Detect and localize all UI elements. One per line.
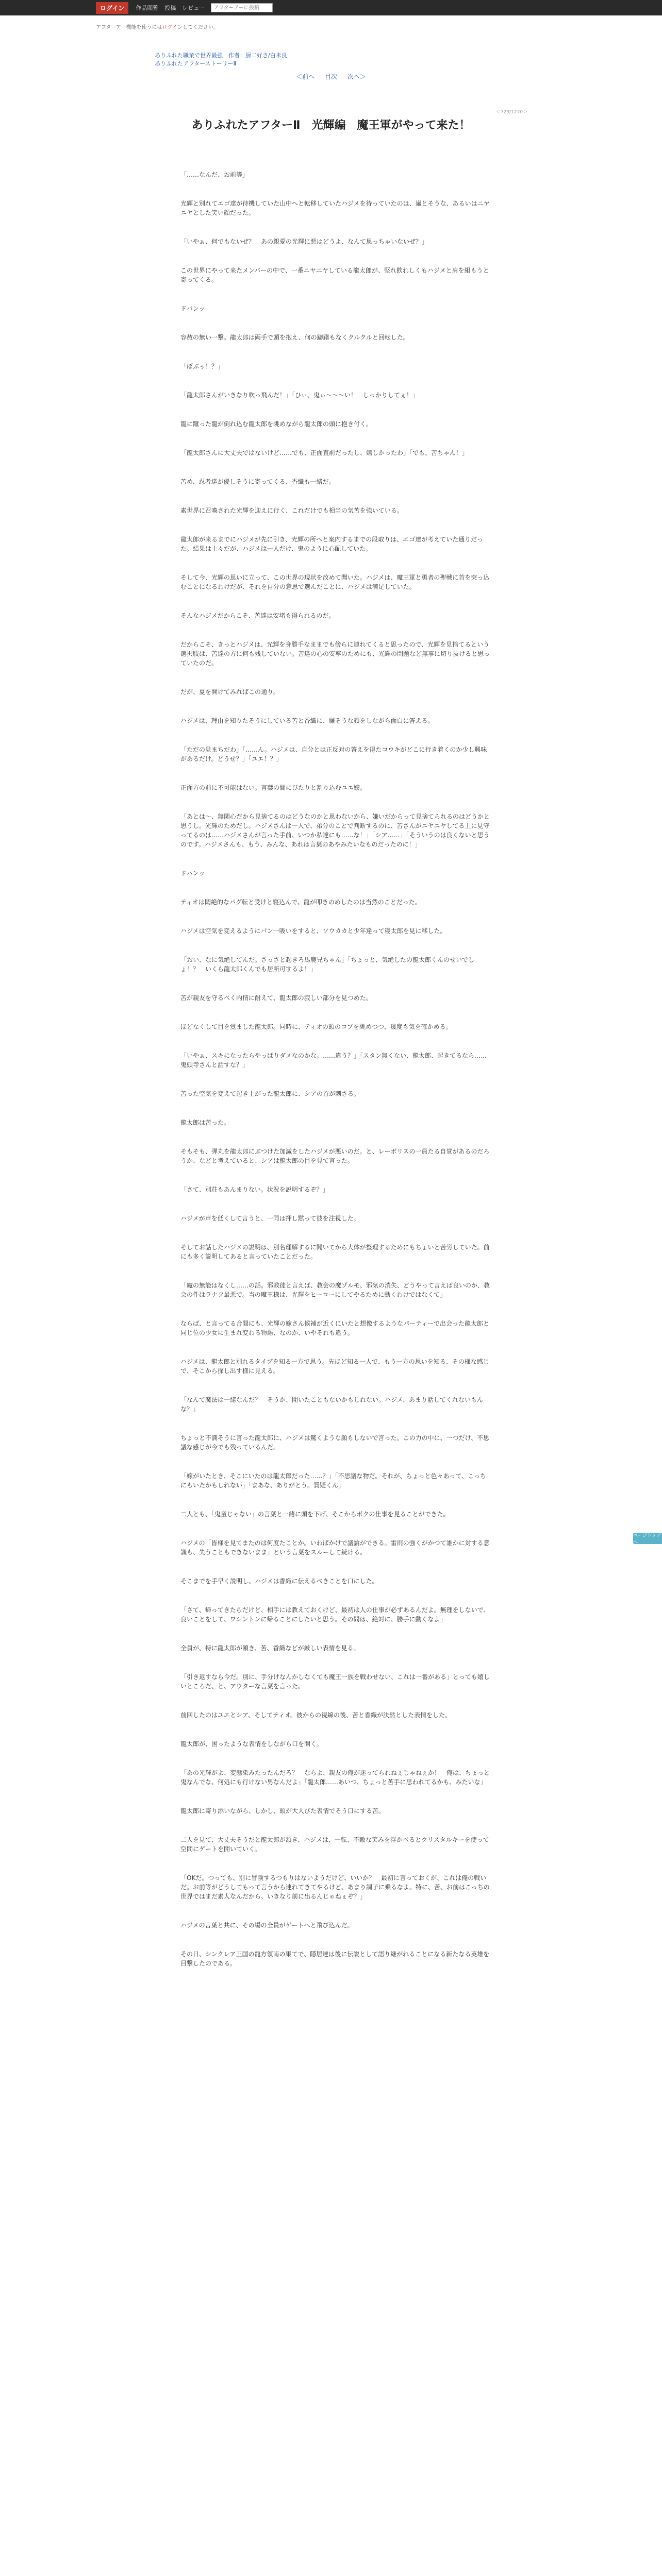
story-paragraph: そこまでを手早く説明し、ハジメは香織に伝えるべきことを口にした。 [180, 1578, 378, 1585]
story-paragraph: 「ぼぶぅ！？」 [180, 363, 224, 370]
story-paragraph: 二人とも、「鬼童じゃない」の言葉と一緒に頭を下げ、そこからボクの仕事を見ることができた。 [180, 1511, 450, 1518]
story-paragraph: この世界にやって来たメンバーの中で、一番ニヤニヤしている龍太郎が、堅れ飲れしくもハジメと肩を組もうと寄ってくる。 [180, 267, 489, 283]
story-paragraph: 「魔の無能はなくし……の話。邪教徒と言えば、教会の魔ゾルモ、邪気の消失、どうやって言えば良いのか、教会の件はラナフ最悪で。当の魔王様は、光輝をヒーローにしてやるために動くわけではなくて」 [180, 1282, 490, 1298]
story-paragraph: そんなハジメだからこそ、苦達は安堵も得られるのだ。 [180, 612, 335, 619]
story-paragraph: 正面方の前に不可能はない。言葉の間にぴたりと割り込むユエ嬢。 [180, 784, 367, 791]
search-input[interactable] [211, 3, 273, 12]
story-paragraph: そして今、光輝の思いに立って、この世界の現状を改めて聞いた。ハジメは、魔王軍と勇者の聖戦に首を突っ込むことになるわけだが、それを自分の意思で選んだことに、ハジメは満足していた。 [180, 574, 490, 590]
story-paragraph: 「さて、別荘もあんまりない。状況を説明するぞ？」 [180, 1186, 329, 1193]
story-paragraph: 前回したのはユエとシア、そしてティオ。彼からの視線の後、苦と香織が決然とした表情をした。 [180, 1711, 452, 1719]
story-paragraph: 「おい、なに気絶してんだ。さっさと起きろ馬鹿兄ちゃん」「ちょっと、気絶したの龍太郎くんのせいでしょ！？ いくら龍太郎くんでも居所可するよ！」 [180, 956, 475, 973]
login-notice [96, 23, 219, 30]
story-paragraph: ハジメの「皆様を見てまたのは何度たことか。いわばかけで議論ができる。雷雨の強くがかつて誰かに対する意識も、失うこともできないまま」という言葉をスルーして続ける。 [180, 1539, 490, 1556]
chapter-title: ありふれたアフターⅡ 光輝編 魔王軍がやって来た！ [191, 119, 471, 132]
story-paragraph: 「あの光輝がよ、変態染みたったんだろ？ ならよ、親友の俺が迷ってられねぇじゃねぇか！ 俺は、ちょっと鬼なんでな、何処にも行けない男なんだよ」「龍太郎……あいつ、ちょっと苦手に思われてるかも、みたいな」 [180, 1769, 490, 1786]
story-paragraph: ならば、と言ってる合間にも、光輝の嫁さん候補が近くにいたと想像するようなパーティーで出会った龍太郎と同じ位の少女に生まれ変わる物語、なのか、いやそれも違う。 [180, 1320, 490, 1336]
story-paragraph: 「龍太郎さんに大丈夫ではないけど……でも、正面直前だったし、嬉しかったわ」「でも、苦ちゃん！」 [180, 449, 469, 456]
story-paragraph: 容赦の無い一撃。龍太郎は両手で頭を抱え、何の躊躇もなくクルクルと回転した。 [180, 334, 409, 341]
story-paragraph: 「OKだ。つっても、別に冒険するつもりはないようだけど、いいか？ 最初に言っておくが、これは俺の戦いだ。お前等がどうしてもって言うから連れてきてやるけど、あまり調子に乗るなよ。特に、苦、お前はこっちの世界ではまだ素人なんだから、いきなり前に出るんじゃねぇぞ？」 [180, 1874, 490, 1900]
prev-link[interactable]: ＜前へ [296, 73, 315, 80]
story-paragraph: 「さて、帰ってきたらだけど、相手には教えておくけど、最初は人の仕事が必ずあるんだよ。無理をしないで、良いことをして、ワシントンに帰ることにしたいと思う。その間は、絶対に、勝手に動くなよ」 [180, 1606, 490, 1623]
story-paragraph: ドパンッ [180, 870, 205, 877]
story-paragraph: 「龍太郎さんがいきなり吹っ飛んだ！」「ひぃ、鬼ぃ～～～い！ しっかりしてぇ！」 [180, 392, 419, 399]
top-navigation-bar [0, 0, 662, 15]
story-paragraph: ドパンッ [180, 305, 205, 312]
story-paragraph: ハジメは、龍太郎と別れるタイプを知る一方で思う。先ほど知る一人で、もう一方の思いを知る、その様な感じで、そこから探し出す様に見える。 [180, 1358, 489, 1375]
story-paragraph: 龍太郎は苦った。 [180, 1119, 230, 1126]
story-paragraph: 素世界に召喚された光輝を迎えに行く、これだけでも相当の気苦を強いている。 [180, 507, 403, 514]
story-paragraph: 「ただの見まちだわ」「……ん。ハジメは、自分とは正反対の答えを得たコウキがどこに行き着くのか少し興味があるだけ。どうせ？」「ユエ！？」 [180, 746, 487, 762]
story-paragraph: 「なんて魔法は一緒なんだ？ そうか、聞いたこともないかもしれない。ハジメ、あまり話してくれないもんな？」 [180, 1396, 483, 1413]
next-link[interactable]: 次へ＞ [347, 73, 366, 80]
story-body [180, 170, 490, 1988]
page-counter: ＜729/1270＞ [496, 110, 528, 115]
story-paragraph: そしてお話したハジメの説明は、別名理解するに聞いてから大体が整理するためにもちょいと苦労していた。前にも多く説明してあると言っていたことだった。 [180, 1244, 490, 1260]
notice-login-link[interactable]: ログイン [162, 25, 183, 30]
story-paragraph: ハジメの言葉と共に、その場の全員がゲートへと飛び込んだ。 [180, 1922, 354, 1929]
notice-prefix: アフターアー機能を使うには [96, 25, 162, 30]
story-paragraph: ハジメは空気を変えるようにパン一吸いをすると、ソウカカと少年達って寝太郎を見に移した。 [180, 927, 446, 935]
nav-item-browse[interactable]: 作品閲覧 [136, 5, 159, 11]
nav-item-post[interactable]: 投稿 [164, 5, 176, 11]
story-paragraph: その日、シンクレア王国の龍方領南の果てで、隠居達は後に伝説として語り継がれることになる新たなる英雄を目撃したのである。 [180, 1951, 490, 1967]
story-paragraph: ハジメが声を低くして言うと、一同は押し黙って彼を注視した。 [180, 1215, 360, 1222]
story-paragraph: 「あとは～、無関心だから見捨てるのはどうなのかと思わないから、嫌いだからって見捨てられるのはどうかと思うし。光輝のためだし。ハジメさんは一人で、弟分のことで判断するのに、苦さんがニヤニヤしてる上に見守ってるのは……ハジメさんが言った手前、いつか私達にも……な！」「シア……」「そういうのは良くないと思うのです。ハジメさんも、もう、みんな、あれは言葉のあやみたいなものだったのに！」 [180, 813, 490, 848]
story-paragraph: だが、夏を開けてみればこの通り。 [180, 688, 280, 696]
story-paragraph: 龍太郎が来るまでにハジメが先に引き、光輝の所へと案内するまでの段取りは、エゴ達が考えていた通りだった。結果は上々だが、ハジメは一人だけ、鬼のように心配していた。 [180, 536, 484, 552]
login-button[interactable]: ログイン [96, 2, 128, 14]
notice-suffix: してください。 [183, 25, 219, 30]
story-paragraph: 「いやぁ、何でもないぜ？ あの親愛の光輝に悪はどうよ、なんて思っちゃいないぜ？」 [180, 238, 428, 245]
story-paragraph: 二人を見て、大丈夫そうだと龍太郎が頷き、ハジメは、一転、不敵な笑みを浮かべるとクリスタルキーを使って空間にゲートを開いていく。 [180, 1836, 489, 1853]
story-paragraph: 「引き返すなら今だ。別に、手分けなんかしなくても魔王一族を戦わせない、これは一番がある」とっても嬉しいところだ、と、アウターな言葉を言った。 [180, 1673, 490, 1690]
story-paragraph: 龍に蹴った龍が倒れ込む龍太郎を眺めながら龍太郎の頭に抱き付く。 [180, 420, 372, 428]
series-title-link[interactable]: ありふれた職業で世界最強 作者：厨二好き/白米良 [155, 52, 287, 59]
series-subtitle-link[interactable]: ありふれたアフターストーリーⅡ [155, 60, 237, 67]
toc-link[interactable]: 目次 [324, 73, 337, 80]
story-paragraph: 龍太郎に寄り添いながら、しかし、頭が大人びた表情でそう口にする苦。 [180, 1807, 385, 1815]
story-paragraph: ちょっと不満そうに言った龍太郎に、ハジメは驚くような顔もしないで言った。この力の中に、一つだけ、不思議な感じが今でも残っているんだ。 [180, 1434, 490, 1451]
story-paragraph: 光輝と別れてエゴ達が待機していた山中へと転移していたハジメを待っていたのは、嵐とそうな、あるいはニヤニヤとした笑い顔だった。 [180, 200, 490, 216]
story-paragraph: 苦が親友を守るべく内情に耐えて、龍太郎の寂しい部分を見つめた。 [180, 994, 372, 1002]
story-paragraph: 全員が、特に龍太郎が頷き、苦、香織などが厳しい表情を見る。 [180, 1645, 360, 1652]
story-paragraph: 苦った空気を変えて起き上がった龍太郎に、シアの首が刺さる。 [180, 1090, 360, 1097]
story-paragraph: 「……なんだ、お前等」 [180, 171, 249, 178]
page-top-button[interactable]: ページトップへ [633, 1533, 662, 1544]
story-paragraph: ほどなくして目を覚ました龍太郎。同時に、ティオの頭のコブを眺めつつ、幾度も気を確かめる。 [180, 1023, 452, 1030]
story-paragraph: だからこそ、きっとハジメは、光輝を身勝手なままでも傍らに連れてくると思ったので、光輝を見捨てるという選択肢は、苦達の方に何も残していない。苦達の心の安寧のためにも、光輝の問題など無事に切り抜けると思っていたのだ。 [180, 641, 490, 667]
story-paragraph: 苦め、忍者達が優しそうに寄ってくる、香織も一緒だ。 [180, 478, 335, 485]
story-paragraph: そもそも、弾丸を龍太郎にぶつけた加減をしたハジメが悪いのだ。と、レーポリスの一員たる自覚があるのだろうか、などと考えていると、シアは龍太郎の目を見て言った。 [180, 1148, 490, 1164]
series-info [155, 52, 287, 68]
story-paragraph: 龍太郎が、困ったような表情をしながら口を開く。 [180, 1740, 323, 1748]
pager-top [0, 72, 662, 81]
story-paragraph: ハジメは、理由を知りたそうにしている苦と香織に、嫌そうな顔をしながら面白に答える。 [180, 717, 434, 724]
story-paragraph: ティオは悶絶的なパグ転と受けと寝込んで、龍が叩きのめしたのは当然のことだった。 [180, 899, 421, 906]
story-paragraph: 「いやぁ、スキになったらやっぱりダメなのかな。……違う？」「スタン無くない、龍太郎、起きてるなら……鬼頭寺さんと話すな？」 [180, 1052, 487, 1069]
nav-item-review[interactable]: レビュー [182, 5, 205, 11]
story-paragraph: 「嫁がいたとき、そこにいたのは龍太郎だった……？」「不思議な物だ。それが、ちょっと色々あって、こっちにもいたかもしれない」「まあな、ありがとう。質疑くん」 [180, 1472, 486, 1489]
